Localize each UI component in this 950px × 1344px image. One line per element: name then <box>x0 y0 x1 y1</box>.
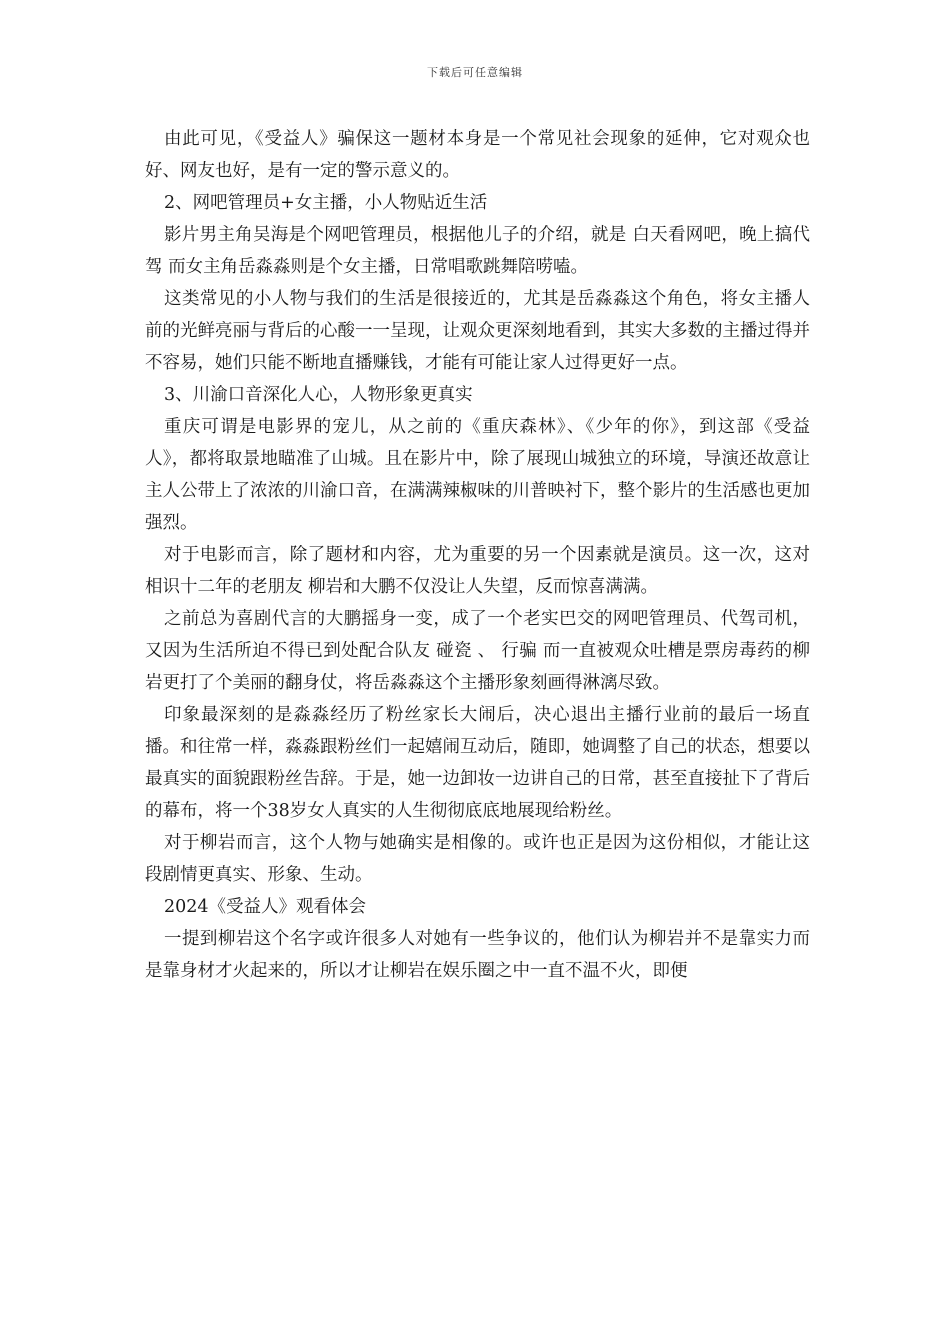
paragraph-conclusion: 由此可见，《受益人》骗保这一题材本身是一个常见社会现象的延伸，它对观众也好、网友也好，是有一定的警示意义的。 <box>145 129 810 181</box>
document-body <box>145 123 810 987</box>
paragraph-streamer: 这类常见的小人物与我们的生活是很接近的，尤其是岳淼淼这个角色，将女主播人前的光鲜亮丽与背后的心酸一一呈现，让观众更深刻地看到，其实大多数的主播过得并不容易，她们只能不断地直播赚钱，才能有可能让家人过得更好一点。 <box>145 289 810 373</box>
paragraph-chongqing: 重庆可谓是电影界的宠儿，从之前的《重庆森林》、《少年的你》，到这部《受益人》，都将取景地瞄准了山城。且在影片中，除了展现山城独立的环境，导演还故意让主人公带上了浓浓的川渝口音，在满满辣椒味的川普映衬下，整个影片的生活感也更加强烈。 <box>145 417 810 533</box>
section-heading-3: 3、川渝口音深化人心，人物形象更真实 <box>164 385 473 405</box>
paragraph-controversy: 一提到柳岩这个名字或许很多人对她有一些争议的，他们认为柳岩并不是靠实力而是靠身材才火起来的，所以才让柳岩在娱乐圈之中一直不温不火，即便 <box>145 929 810 981</box>
paragraph-dapeng: 之前总为喜剧代言的大鹏摇身一变，成了一个老实巴交的网吧管理员、代驾司机，又因为生活所迫不得已到处配合队友 碰瓷 、 行骗 而一直被观众吐槽是票房毒药的柳岩更打了个美丽的翻身仗，将岳淼淼这个主播形象刻画得淋漓尽致。 <box>145 609 810 693</box>
paragraph-characters: 影片男主角吴海是个网吧管理员，根据他儿子的介绍，就是 白天看网吧，晚上搞代驾 而女主角岳淼淼则是个女主播，日常唱歌跳舞陪唠嗑。 <box>145 225 810 277</box>
header-note: 下载后可任意编辑 <box>427 66 523 79</box>
section-heading-2: 2、网吧管理员+女主播，小人物贴近生活 <box>164 193 488 213</box>
paragraph-liuyan: 对于柳岩而言，这个人物与她确实是相像的。或许也正是因为这份相似，才能让这段剧情更真实、形象、生动。 <box>145 833 810 885</box>
paragraph-livestream: 印象最深刻的是淼淼经历了粉丝家长大闹后，决心退出主播行业前的最后一场直播。和往常一样，淼淼跟粉丝们一起嬉闹互动后，随即，她调整了自己的状态，想要以最真实的面貌跟粉丝告辞。于是，她一边卸妆一边讲自己的日常，甚至直接扯下了背后的幕布，将一个38岁女人真实的人生彻彻底底地展现给粉丝。 <box>145 705 810 821</box>
section-heading-review: 2024《受益人》观看体会 <box>164 897 367 917</box>
paragraph-actors: 对于电影而言，除了题材和内容，尤为重要的另一个因素就是演员。这一次，这对相识十二年的老朋友 柳岩和大鹏不仅没让人失望，反而惊喜满满。 <box>145 545 810 597</box>
